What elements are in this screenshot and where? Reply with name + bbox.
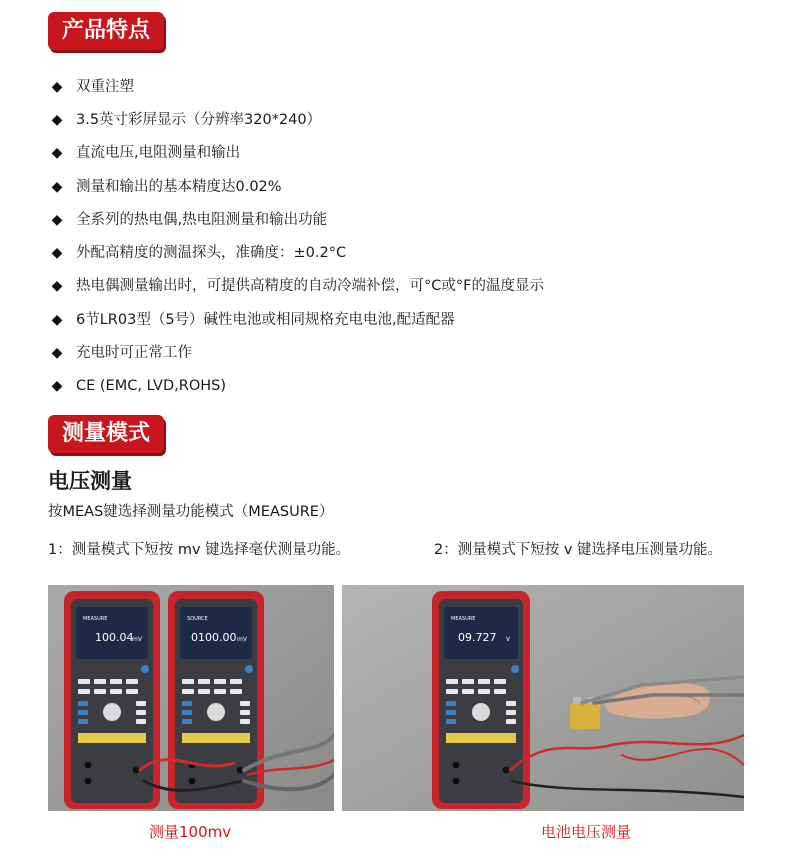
list-item: [50, 336, 750, 369]
features-section-badge: 产品特点: [48, 12, 164, 50]
feature-text: 3.5英寸彩屏显示（分辨率320*240）: [76, 111, 322, 128]
meter-mode: MEASURE: [451, 616, 476, 622]
feature-text: 充电时可正常工作: [76, 345, 192, 362]
feature-text: 测量和输出的基本精度达0.02%: [76, 178, 282, 195]
mode-description: 按MEAS键选择测量功能模式（MEASURE）: [48, 504, 334, 520]
diamond-bullet-icon: ◆: [51, 178, 63, 195]
list-item: [50, 236, 750, 269]
diamond-bullet-icon: ◆: [51, 78, 63, 95]
feature-text: 直流电压,电阻测量和输出: [76, 145, 241, 162]
diamond-bullet-icon: ◆: [51, 311, 63, 328]
multimeter: [432, 591, 530, 809]
list-item: [50, 270, 750, 303]
diamond-bullet-icon: ◆: [51, 345, 63, 362]
meter-b-reading: 0100.00: [191, 631, 237, 644]
meter-a-reading: 100.04: [95, 631, 134, 644]
modes-section-badge: 测量模式: [48, 415, 164, 453]
list-item: [50, 303, 750, 336]
list-item: [50, 70, 750, 103]
meter-a-unit: mV: [132, 636, 142, 643]
meter-unit: V: [506, 636, 511, 643]
meter-reading: 09.727: [458, 631, 497, 644]
diamond-bullet-icon: ◆: [51, 211, 63, 228]
list-item: [50, 137, 750, 170]
diamond-bullet-icon: ◆: [51, 378, 63, 395]
list-item: [50, 103, 750, 136]
diamond-bullet-icon: ◆: [51, 145, 63, 162]
photo-battery-voltage: [342, 585, 744, 811]
feature-text: 双重注塑: [76, 78, 134, 95]
feature-text: 外配高精度的测温探头，准确度：±0.2°C: [76, 245, 347, 262]
feature-text: 热电偶测量输出时，可提供高精度的自动冷端补偿，可°C或°F的温度显示: [76, 278, 544, 295]
photo-millivolt-measure: [48, 585, 334, 811]
feature-text: 6节LR03型（5号）碱性电池或相同规格充电电池,配适配器: [76, 311, 455, 328]
photo-caption-right: 电池电压测量: [541, 823, 632, 841]
feature-text: 全系列的热电偶,热电阻测量和输出功能: [76, 211, 328, 228]
step-2-text: 2：测量模式下短按 v 键选择电压测量功能。: [434, 542, 723, 558]
diamond-bullet-icon: ◆: [51, 278, 63, 295]
meter-b-unit: mV: [237, 636, 247, 643]
multimeter-b: [168, 591, 264, 809]
voltage-measure-heading: 电压测量: [48, 469, 132, 493]
feature-list: [50, 70, 750, 403]
list-item: [50, 370, 750, 403]
step-1-text: 1：测量模式下短按 mv 键选择毫伏测量功能。: [48, 542, 351, 558]
list-item: [50, 203, 750, 236]
multimeter-a: [64, 591, 160, 809]
list-item: [50, 170, 750, 203]
feature-text: CE (EMC, LVD,ROHS): [76, 378, 226, 395]
meter-a-mode: MEASURE: [83, 616, 108, 622]
diamond-bullet-icon: ◆: [51, 111, 63, 128]
photo-caption-left: 测量100mv: [149, 823, 232, 841]
meter-b-mode: SOURCE: [187, 616, 208, 622]
diamond-bullet-icon: ◆: [51, 245, 63, 262]
